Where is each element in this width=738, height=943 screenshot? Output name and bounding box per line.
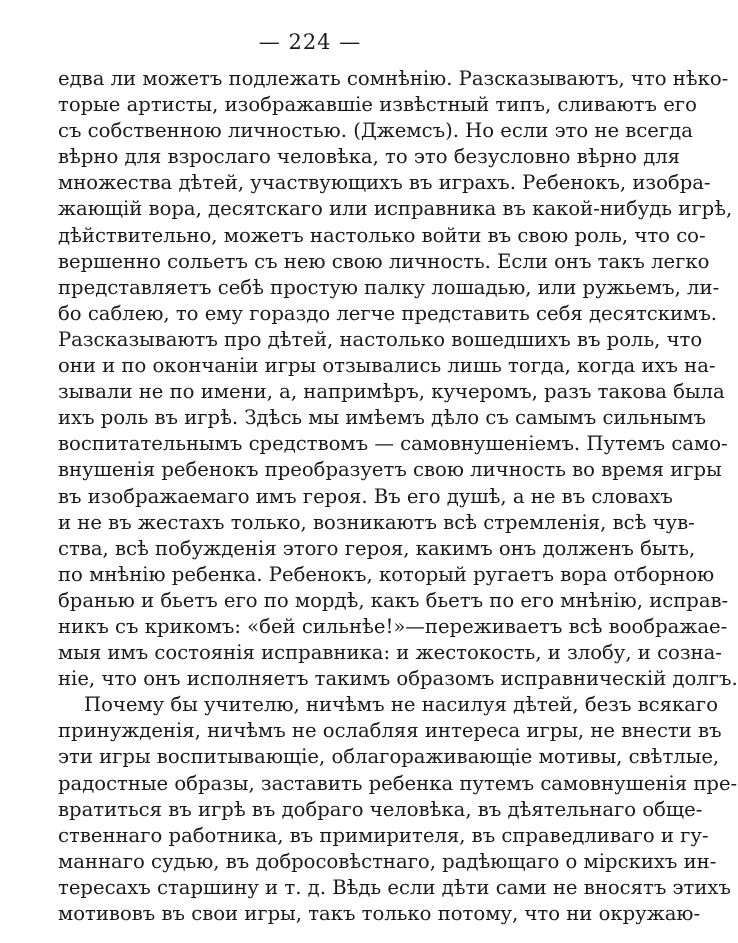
text-line: съ собственною личностью. (Джемсъ). Но если это не всегда (58, 119, 693, 143)
text-line: мотивовъ въ свои игры, такъ только потому, что ни окружаю- (58, 902, 701, 925)
text-line: эти игры воспитывающіе, облагораживающіе мотивы, свѣтлые, (58, 745, 720, 769)
text-line: вершенно сольетъ съ нею свою личность. Если онъ такъ легко (58, 249, 710, 273)
text-line: мыя имъ состоянія исправника: и жестокость, и злобу, и созна- (58, 641, 722, 665)
text-line: внушенія ребенокъ преобразуетъ свою личность во время игры (58, 458, 722, 482)
text-line: и не въ жестахъ только, возникаютъ всѣ стремленія, всѣ чув- (58, 510, 695, 534)
text-line: вратиться въ игрѣ въ добраго человѣка, въ дѣятельнаго обще- (58, 797, 703, 821)
text-line: дѣйствительно, можетъ настолько войти въ свою роль, что со- (58, 223, 706, 247)
text-line: принужденія, ничѣмъ не ослабляя интереса игры, не внести въ (58, 719, 722, 743)
text-line: въ изображаемаго имъ героя. Въ его душѣ, а не въ словахъ (58, 484, 673, 508)
text-line-paragraph-start: Почему бы учителю, ничѣмъ не насилуя дѣтей, безъ всякаго (84, 693, 718, 717)
text-line: воспитательнымъ средствомъ — самовнушеніемъ. Путемъ само- (58, 432, 728, 456)
text-line: никъ съ крикомъ: «бей сильнѣе!»—переживаетъ всѣ воображае- (58, 614, 728, 638)
text-line: они и по окончаніи игры отзывались лишь тогда, когда ихъ на- (58, 354, 716, 378)
text-line: множества дѣтей, участвующихъ въ играхъ. Ребенокъ, изобра- (58, 171, 711, 195)
text-line: ихъ роль въ игрѣ. Здѣсь мы имѣемъ дѣло съ самымъ сильнымъ (58, 406, 706, 430)
text-line: вѣрно для взрослаго человѣка, то это безусловно вѣрно для (58, 145, 681, 169)
text-line: ніе, что онъ исполняетъ такимъ образомъ исправническій долгъ. (58, 667, 738, 691)
text-line: бранью и бьетъ его по мордѣ, какъ бьетъ по его мнѣнію, исправ- (58, 588, 729, 612)
text-line: торые артисты, изображавшіе извѣстный типъ, сливаютъ его (58, 93, 697, 117)
text-line: радостные образы, заставить ребенка путемъ самовнушенія пре- (58, 771, 738, 795)
text-line: представляетъ себѣ простую палку лошадью, или ружьемъ, ли- (58, 275, 720, 299)
body-text (58, 66, 738, 927)
text-line: едва ли можетъ подлежать сомнѣнію. Разсказываютъ, что нѣко- (58, 67, 729, 90)
text-line: по мнѣнію ребенка. Ребенокъ, который ругаетъ вора отборною (58, 562, 715, 586)
text-line: зывали не по имени, а, напримѣръ, кучеромъ, разъ такова была (58, 380, 725, 404)
text-line: маннаго судью, въ добросовѣстнаго, радѣющаго о мірскихъ ин- (58, 849, 717, 873)
page-number-header: — 224 — (258, 30, 362, 54)
text-line: Разсказываютъ про дѣтей, настолько вошедшихъ въ роль, что (58, 327, 703, 351)
text-line: ственнаго работника, въ примирителя, въ справедливаго и гу- (58, 823, 709, 847)
text-line: жающій вора, десятскаго или исправника въ какой-нибудь игрѣ, (58, 197, 733, 221)
text-line: бо саблею, то ему гораздо легче представить себя десятскимъ. (58, 301, 718, 325)
text-line: ства, всѣ побужденія этого героя, какимъ онъ долженъ быть, (58, 536, 696, 560)
text-line: тересахъ старшину и т. д. Вѣдь если дѣти сами не вносятъ этихъ (58, 875, 731, 899)
